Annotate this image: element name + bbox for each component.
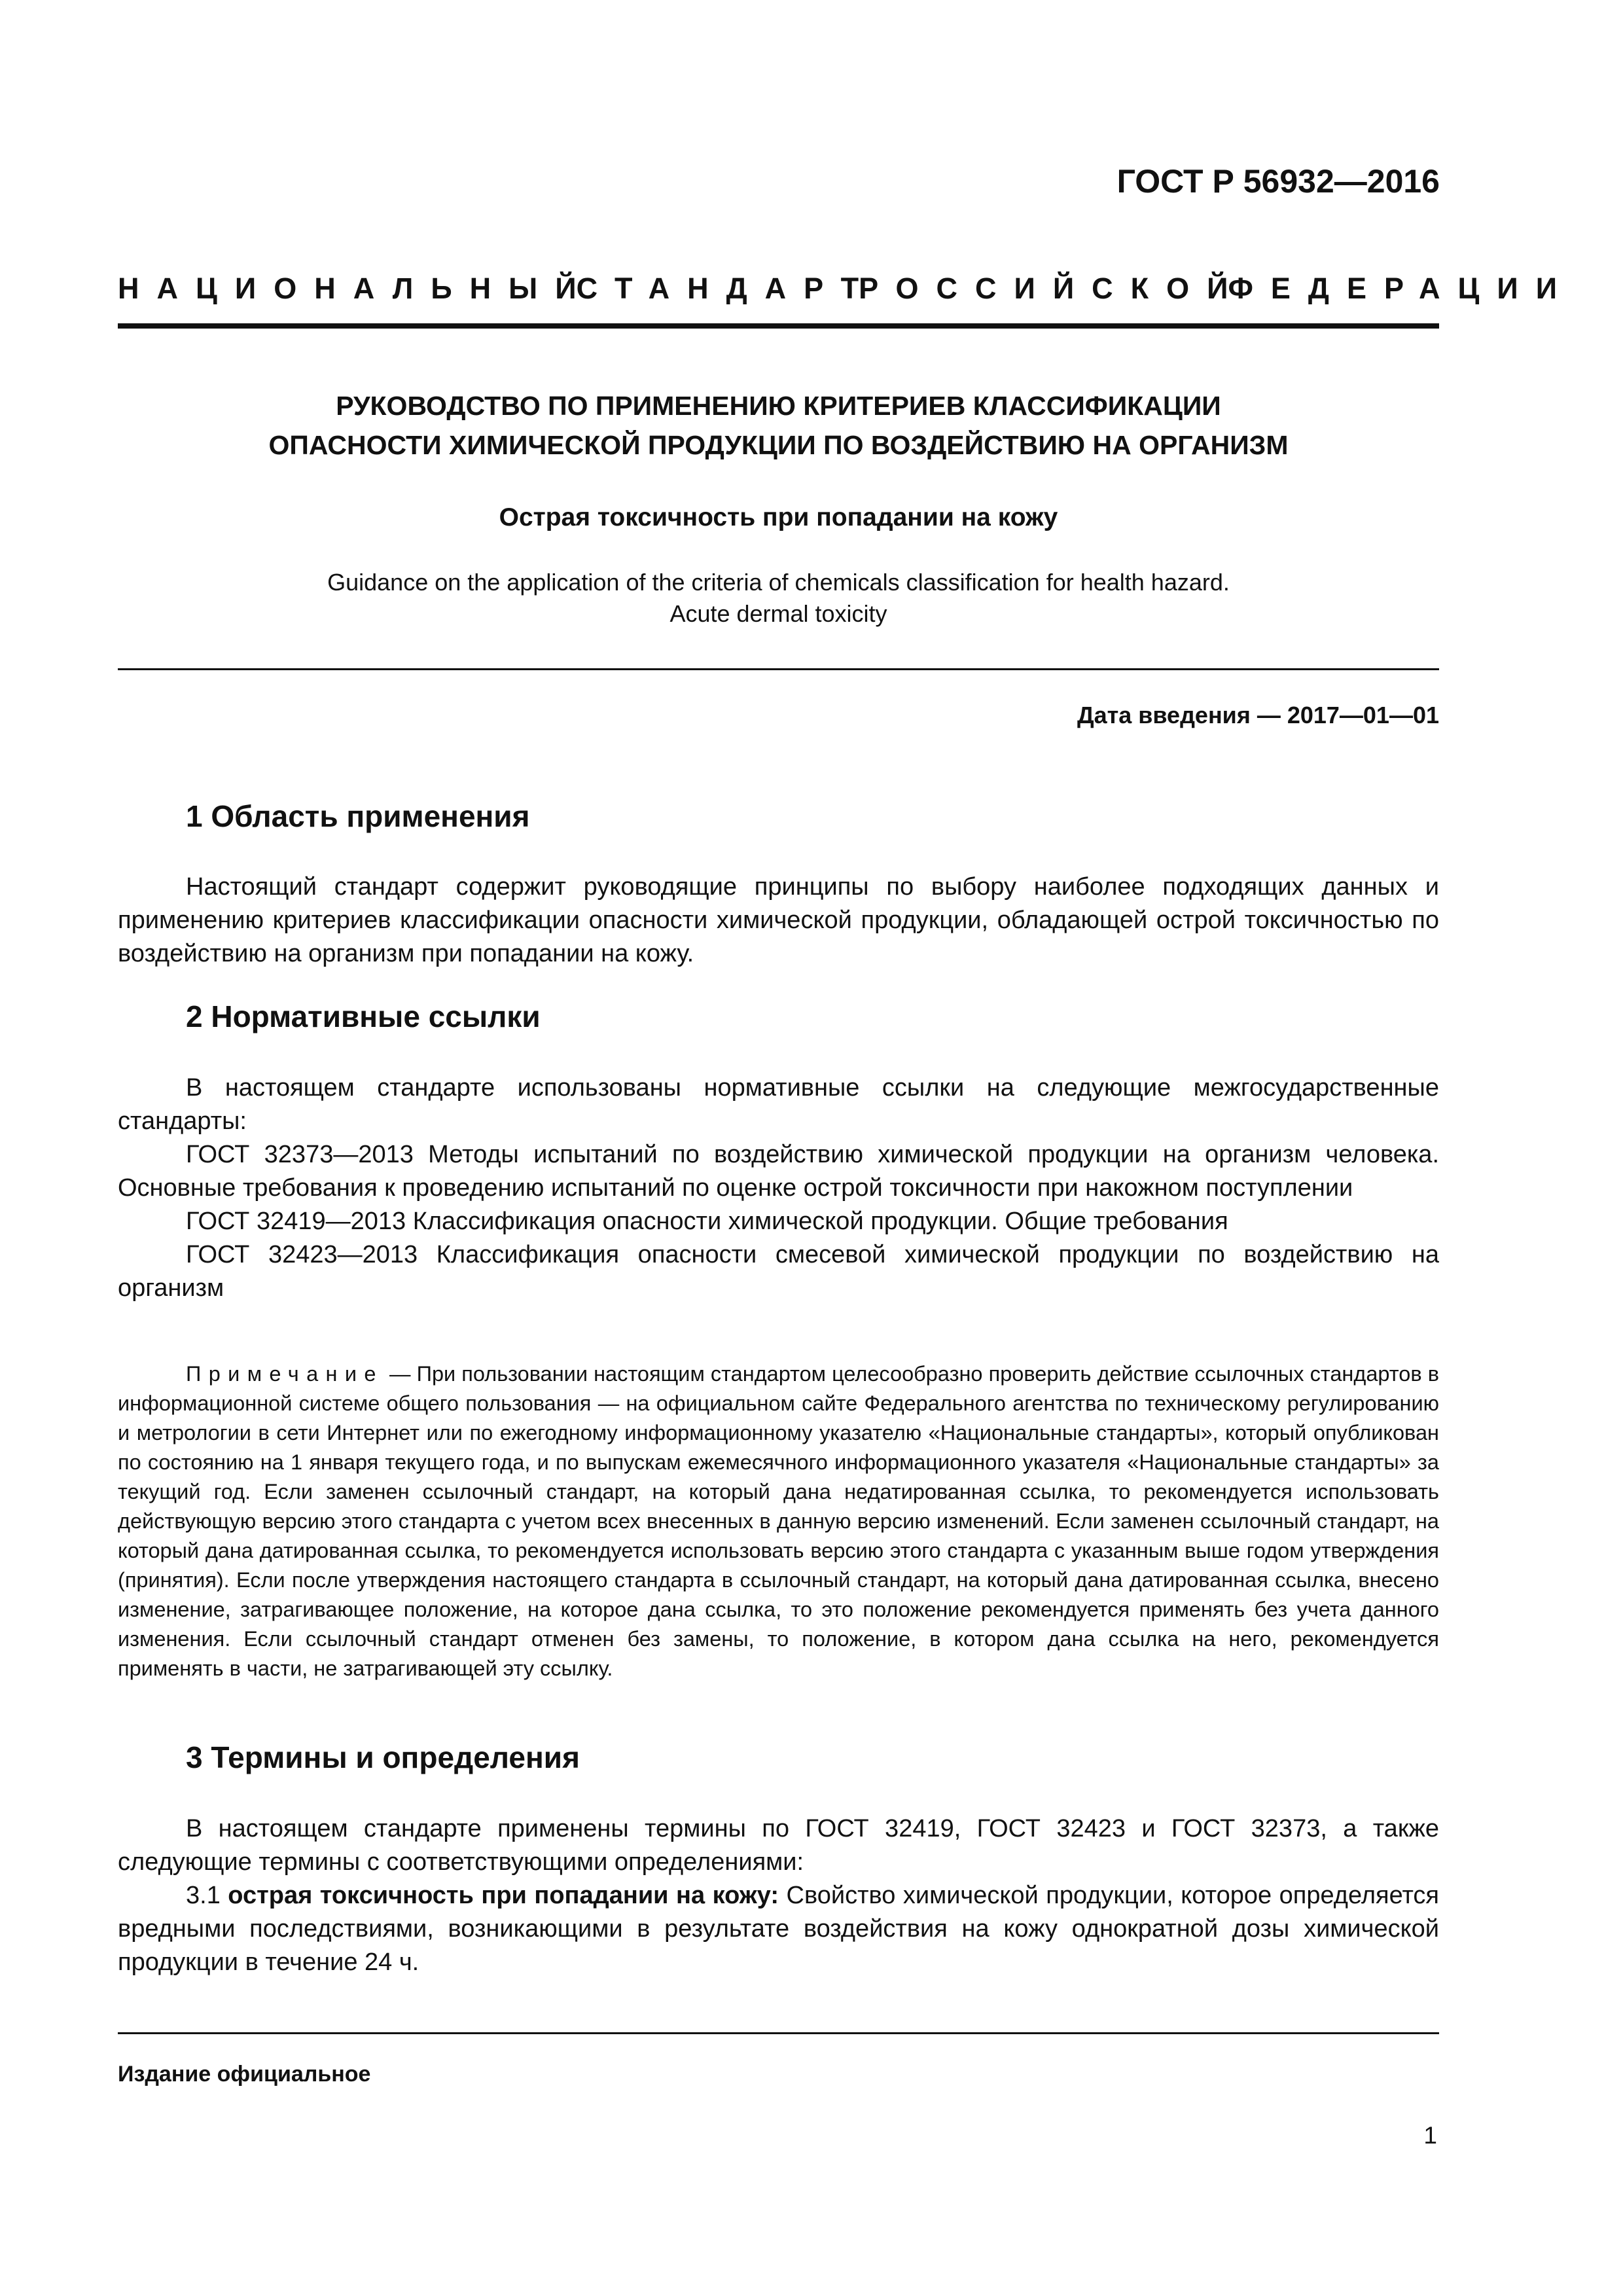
term-definition: Свойство химической продукции, которое определяется вредными последствиями, возникающими в результате воздействия на кожу однократной дозы химической продукции в течение 24 ч.	[118, 1882, 1439, 1976]
official-edition-label: Издание официальное	[118, 2062, 371, 2087]
document-code: ГОСТ Р 56932—2016	[1116, 163, 1440, 200]
english-title	[118, 567, 1439, 630]
footer-divider	[118, 2032, 1439, 2034]
note-paragraph	[118, 1359, 1439, 1683]
document-title	[118, 386, 1439, 465]
header-word-4: ФЕДЕРАЦИИ	[1228, 272, 1575, 305]
note-text: — При пользовании настоящим стандартом целесообразно проверить действие ссылочных стандартов в информационной системе общего пользования — на официальном сайте Федерального агентства по техническому регулированию и метрологии в сети Интернет или по ежегодному информационному указателю «Национальные стандарты», который опубликован по состоянию на 1 января текущего года, и по выпускам ежемесячного информационного указателя «Национальные стандарты» за текущий год. Если заменен ссылочный стандарт, на который дана недатированная ссылка, то рекомендуется использовать действующую версию этого стандарта с учетом всех внесенных в данную версию изменений. Если заменен ссылочный стандарт, на который дана датированная ссылка, то рекомендуется использовать версию этого стандарта с указанным выше годом утверждения (принятия). Если после утверждения настоящего стандарта в ссылочный стандарт, на который дана датированная ссылка, внесено изменение, затрагивающее положение, на которое дана ссылка, то это положение рекомендуется применять без учета данного изменения. Если ссылочный стандарт отменен без замены, то положение, в котором дана ссылка на него, рекомендуется применять в части, не затрагивающей эту ссылку.	[118, 1362, 1439, 1680]
section-2-body	[118, 1071, 1439, 1305]
header-word-3: РОССИЙСКОЙ	[859, 272, 1246, 305]
reference-gost-32423: ГОСТ 32423—2013 Классификация опасности смесевой химической продукции по воздействию на организм	[118, 1241, 1439, 1302]
english-title-line-2: Acute dermal toxicity	[669, 600, 887, 627]
section-3-heading: 3 Термины и определения	[186, 1740, 580, 1774]
term-name: острая токсичность при попадании на кожу:	[228, 1882, 779, 1909]
document-subtitle: Острая токсичность при попадании на кожу	[499, 503, 1058, 531]
national-standard-header	[118, 266, 1575, 312]
section-1-text: Настоящий стандарт содержит руководящие принципы по выбору наиболее подходящих данных и применению критериев классификации опасности химической продукции, обладающей острой токсичностью по воздействию на организм при попадании на кожу.	[118, 873, 1439, 967]
section-2-heading: 2 Нормативные ссылки	[186, 999, 541, 1033]
title-divider	[118, 668, 1439, 670]
section-1-heading: 1 Область применения	[186, 799, 530, 833]
term-number: 3.1	[186, 1882, 228, 1909]
header-word-1: НАЦИОНАЛЬНЫЙ	[118, 272, 594, 305]
english-title-line-1: Guidance on the application of the criteria of chemicals classification for health hazard.	[327, 569, 1230, 596]
title-line-2: ОПАСНОСТИ ХИМИЧЕСКОЙ ПРОДУКЦИИ ПО ВОЗДЕЙСТВИЮ НА ОРГАНИЗМ	[268, 430, 1289, 460]
reference-gost-32419: ГОСТ 32419—2013 Классификация опасности химической продукции. Общие требования	[186, 1208, 1228, 1235]
term-3-1	[118, 1879, 1439, 1979]
introduction-date: Дата введения — 2017—01—01	[1077, 702, 1439, 728]
section-1-body	[118, 870, 1439, 971]
section-3-intro: В настоящем стандарте применены термины по ГОСТ 32419, ГОСТ 32423 и ГОСТ 32373, а также следующие термины с соответствующими определениями:	[118, 1815, 1439, 1876]
section-2-intro: В настоящем стандарте использованы нормативные ссылки на следующие межгосударственные стандарты:	[118, 1074, 1439, 1135]
references-note	[118, 1359, 1439, 1683]
header-divider	[118, 323, 1439, 329]
title-line-1: РУКОВОДСТВО ПО ПРИМЕНЕНИЮ КРИТЕРИЕВ КЛАССИФИКАЦИИ	[336, 391, 1221, 421]
reference-gost-32373: ГОСТ 32373—2013 Методы испытаний по воздействию химической продукции на организм человека. Основные требования к проведению испытаний по оценке острой токсичности при накожном поступлении	[118, 1141, 1439, 1202]
section-3-body	[118, 1812, 1439, 1979]
page-number: 1	[1423, 2122, 1437, 2149]
header-word-2: СТАНДАРТ	[576, 272, 877, 305]
note-label: Примечание	[186, 1362, 383, 1386]
